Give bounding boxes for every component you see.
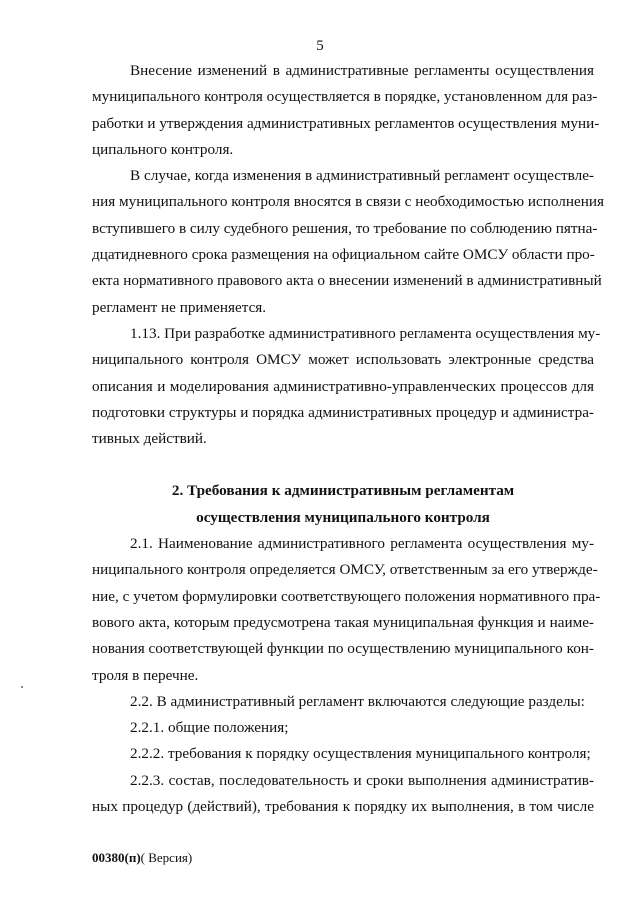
text-line: ние, с учетом формулировки соответствующего положения нормативного пра- [92, 587, 601, 605]
text-line: 2.2. В административный регламент включаются следующие разделы: [130, 692, 585, 710]
margin-mark [21, 686, 23, 688]
text-line: работки и утверждения административных регламентов осуществления муни- [92, 114, 600, 132]
section-heading-line: 2. Требования к административным регламентам [171, 482, 515, 500]
text-line: ниципального контроля определяется ОМСУ, ответственным за его утвержде- [92, 561, 598, 579]
section-heading-line: осуществления муниципального контроля [196, 508, 490, 526]
section-heading [92, 478, 594, 531]
text-line: нования соответствующей функции по осуществлению муниципального кон- [92, 640, 594, 658]
text-line: ных процедур (действий), требования к порядку их выполнения, в том числе [92, 798, 594, 816]
paragraph [92, 715, 594, 741]
text-line: дцатидневного срока размещения на официальном сайте ОМСУ области про- [92, 246, 595, 264]
document-footer [92, 850, 192, 866]
text-line: описания и моделирования административно-управленческих процессов для [92, 377, 594, 395]
text-line: муниципального контроля осуществляется в порядке, установленном для раз- [92, 88, 598, 106]
text-line: 2.2.1. общие положения; [130, 719, 289, 737]
paragraph [92, 58, 600, 163]
paragraph [92, 689, 594, 715]
text-line: ниципального контроля ОМСУ может использовать электронные средства [92, 351, 594, 369]
paragraph [92, 768, 594, 821]
footer-code: 00380(п) [92, 850, 141, 865]
paragraph [92, 741, 594, 767]
footer-version: ( Версия) [140, 850, 193, 865]
paragraph [92, 531, 601, 689]
text-line: екта нормативного правового акта о внесении изменений в административный [92, 272, 602, 290]
text-line: вового акта, которым предусмотрена такая муниципальная функция и наиме- [92, 613, 594, 631]
paragraph [92, 163, 604, 321]
text-line: 2.1. Наименование административного регламента осуществления му- [130, 535, 594, 553]
text-line: тивных действий. [92, 430, 207, 448]
text-line: регламент не применяется. [92, 298, 267, 316]
text-line: подготовки структуры и порядка административных процедур и администра- [92, 403, 594, 421]
paragraph [92, 321, 601, 452]
text-line: ния муниципального контроля вносятся в связи с необходимостью исполнения [92, 193, 604, 211]
text-line: В случае, когда изменения в административный регламент осуществле- [130, 167, 594, 185]
text-line: Внесение изменений в административные регламенты осуществления [130, 62, 594, 79]
text-line: 2.2.2. требования к порядку осуществления муниципального контроля; [130, 745, 591, 763]
document-body [92, 58, 604, 820]
page-number: 5 [316, 38, 324, 54]
text-line: троля в перечне. [92, 666, 199, 684]
text-line: вступившего в силу судебного решения, то требование по соблюдению пятна- [92, 219, 598, 237]
text-line: 2.2.3. состав, последовательность и сроки выполнения административ- [130, 771, 594, 789]
text-line: ципального контроля. [92, 140, 234, 158]
text-line: 1.13. При разработке административного регламента осуществления му- [130, 324, 601, 342]
